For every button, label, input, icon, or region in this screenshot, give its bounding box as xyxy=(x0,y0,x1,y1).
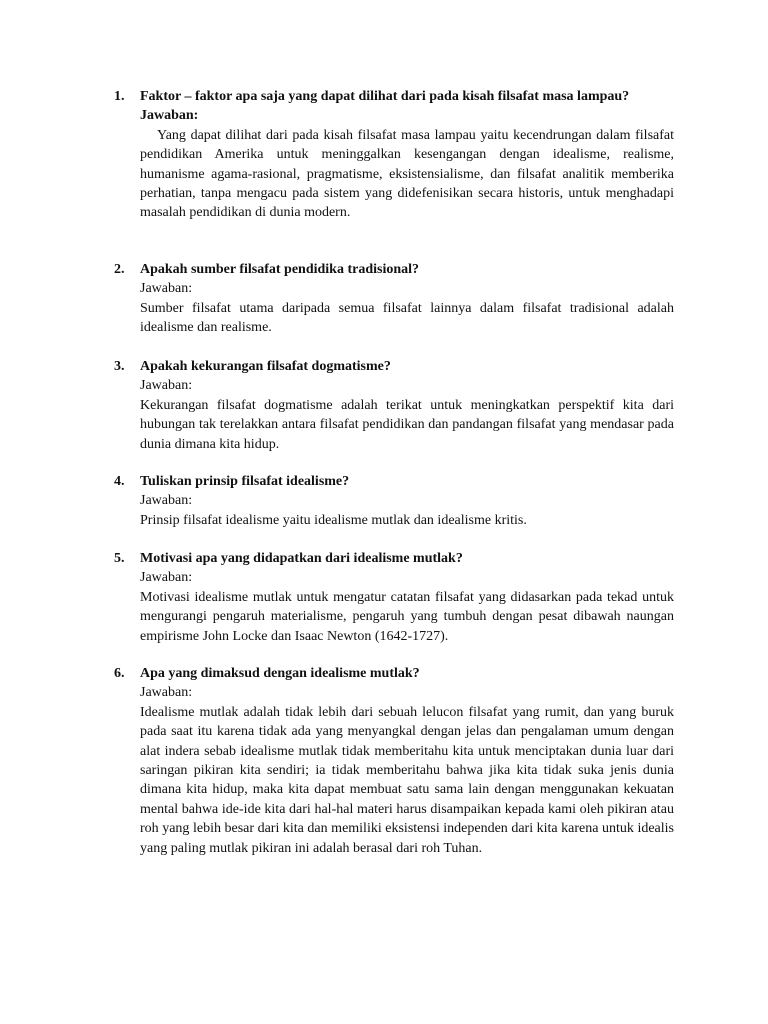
answer-text: Kekurangan filsafat dogmatisme adalah terikat untuk meningkatkan perspektif kita dari hubungan tak terelakkan antara filsafat pendidikan dan pandangan filsafat yang mendasar pada dunia dimana kita hidup. xyxy=(140,397,674,452)
item-number: 5. xyxy=(114,551,125,566)
answer-text: Prinsip filsafat idealisme yaitu idealisme mutlak dan idealisme kritis. xyxy=(140,512,527,528)
item-body xyxy=(140,664,674,858)
answer-text: Sumber filsafat utama daripada semua filsafat lainnya dalam filsafat tradisional adalah idealisme dan realisme. xyxy=(140,300,674,336)
answer-label: Jawaban: xyxy=(140,281,193,297)
answer-text: Yang dapat dilihat dari pada kisah filsafat masa lampau yaitu kecendrungan dalam filsafat pendidikan Amerika untuk meninggalkan kesengangan dengan idealisme, realisme, humanisme agama-rasional, pragmatisme, eksistensialisme, dan filsafat analitik memberika perhatian, tanpa mengacu pada sistem yang didefenisikan secara historis, untuk menghadapi masalah pendidikan di dunia modern. xyxy=(140,127,674,221)
answer-label: Jawaban: xyxy=(140,493,193,509)
answer-text: Idealisme mutlak adalah tidak lebih dari sebuah lelucon filsafat yang rumit, dan yang buruk pada saat itu karena tidak ada yang menyangkal dengan jelas dan pengalaman umum dengan alat indera sebab idealisme mutlak tidak memberitahu kita untuk menciptakan dunia luar dari saringan pikiran kita sendiri; ia tidak memberitahu bahwa jika kita tidak suka jenis dunia dimana kita hidup, maka kita dapat membuat satu sama lain dengan menggunakan kekuatan mental bahwa ide-ide kita dari hal-hal materi harus disampaikan kepada kami oleh pikiran atau roh yang lebih besar dari kita dan memiliki eksistensi independen dari kita karena untuk idealis yang paling mutlak pikiran ini adalah berasal dari roh Tuhan. xyxy=(140,704,674,856)
answer-label: Jawaban: xyxy=(140,685,193,701)
item-body xyxy=(140,549,674,646)
answer-label: Jawaban: xyxy=(140,570,193,586)
item-number: 1. xyxy=(114,89,125,104)
question-text: Motivasi apa yang didapatkan dari idealisme mutlak? xyxy=(140,551,463,566)
item-number: 6. xyxy=(114,666,125,681)
item-number: 4. xyxy=(114,474,125,489)
question-text: Tuliskan prinsip filsafat idealisme? xyxy=(140,474,350,489)
item-body xyxy=(140,472,674,530)
answer-text: Motivasi idealisme mutlak untuk mengatur catatan filsafat yang didasarkan pada tekad untuk mengurangi pengaruh materialisme, pengaruh yang tumbuh dengan pesat dibawah naungan empirisme John Locke dan Isaac Newton (1642-1727). xyxy=(140,589,674,644)
item-body xyxy=(140,357,674,454)
answer-label: Jawaban: xyxy=(140,108,199,124)
question-text: Apakah sumber filsafat pendidika tradisional? xyxy=(140,262,420,277)
answer-label: Jawaban: xyxy=(140,378,193,394)
item-body xyxy=(140,87,674,223)
question-text: Apakah kekurangan filsafat dogmatisme? xyxy=(140,359,391,374)
question-text: Apa yang dimaksud dengan idealisme mutlak? xyxy=(140,666,420,681)
item-body xyxy=(140,260,674,338)
item-number: 2. xyxy=(114,262,125,277)
question-text: Faktor – faktor apa saja yang dapat dilihat dari pada kisah filsafat masa lampau? xyxy=(140,89,630,104)
item-number: 3. xyxy=(114,359,125,374)
